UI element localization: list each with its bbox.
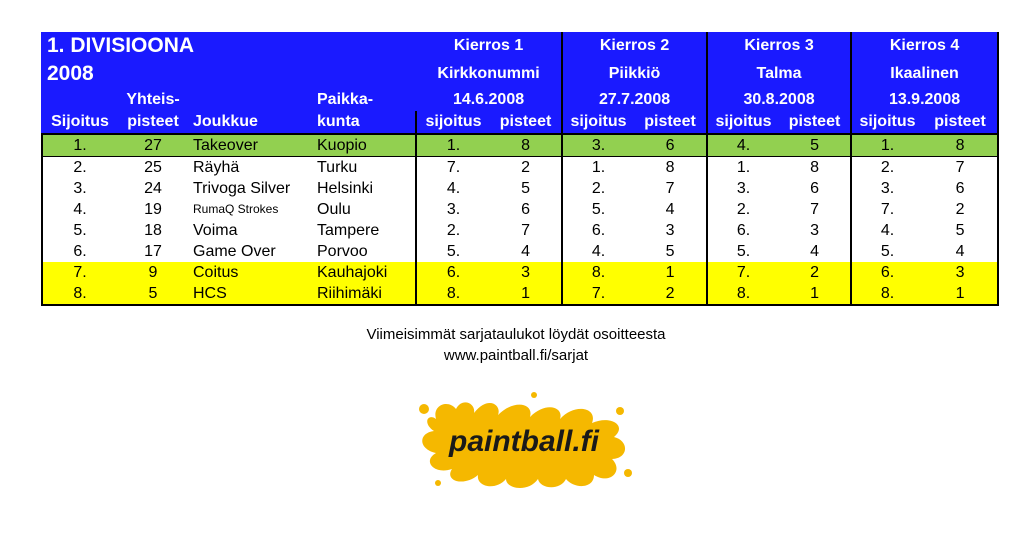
header-blank-2 [189,88,313,111]
round-1-points-cell: 8 [490,134,562,157]
rank-cell: 4. [42,199,117,220]
rank-cell: 7. [42,262,117,283]
round-4-points-cell: 4 [923,241,998,262]
round-1-rank-cell: 2. [416,220,490,241]
round-3-rank-cell: 2. [707,199,779,220]
header-row-2 [42,60,998,88]
total-points-cell: 9 [117,262,189,283]
round-2-points-cell: 2 [634,283,707,305]
city-cell: Porvoo [313,241,416,262]
table-row [42,283,998,305]
header-r3-sijoitus: sijoitus [707,111,779,134]
round-1-points-cell: 6 [490,199,562,220]
round-3-rank-cell: 3. [707,178,779,199]
round-3-points-cell: 8 [779,157,851,179]
round-1-rank-cell: 7. [416,157,490,179]
city-cell: Tampere [313,220,416,241]
total-points-cell: 17 [117,241,189,262]
header-row-3 [42,88,998,111]
team-cell: Game Over [189,241,313,262]
header-r4-sijoitus: sijoitus [851,111,923,134]
round-1-points-cell: 5 [490,178,562,199]
city-cell: Helsinki [313,178,416,199]
round-4-rank-cell: 7. [851,199,923,220]
city-cell: Riihimäki [313,283,416,305]
round-2-rank-cell: 5. [562,199,634,220]
table-row [42,220,998,241]
round-1-place: Kirkkonummi [416,60,562,88]
round-4-points-cell: 2 [923,199,998,220]
header-joukkue: Joukkue [189,111,313,134]
header-pisteet: pisteet [117,111,189,134]
round-2-rank-cell: 7. [562,283,634,305]
rank-cell: 5. [42,220,117,241]
round-3-rank-cell: 4. [707,134,779,157]
round-4-rank-cell: 3. [851,178,923,199]
round-2-place: Piikkiö [562,60,707,88]
city-cell: Kauhajoki [313,262,416,283]
round-1-points-cell: 1 [490,283,562,305]
round-4-rank-cell: 8. [851,283,923,305]
round-2-date: 27.7.2008 [562,88,707,111]
note-text: Viimeisimmät sarjataulukot löydät osoitteesta [366,326,666,343]
round-4-points-cell: 6 [923,178,998,199]
round-4-points-cell: 8 [923,134,998,157]
team-cell: Trivoga Silver [189,178,313,199]
round-3-rank-cell: 8. [707,283,779,305]
header-yhteis: Yhteis- [117,88,189,111]
round-1-rank-cell: 3. [416,199,490,220]
round-1-name: Kierros 1 [416,32,562,60]
round-3-points-cell: 1 [779,283,851,305]
round-3-points-cell: 5 [779,134,851,157]
city-cell: Kuopio [313,134,416,157]
round-4-rank-cell: 6. [851,262,923,283]
round-2-points-cell: 7 [634,178,707,199]
round-2-points-cell: 1 [634,262,707,283]
header-row-4 [42,111,998,134]
round-2-points-cell: 4 [634,199,707,220]
total-points-cell: 18 [117,220,189,241]
round-2-points-cell: 5 [634,241,707,262]
round-4-rank-cell: 1. [851,134,923,157]
round-4-rank-cell: 5. [851,241,923,262]
round-2-rank-cell: 8. [562,262,634,283]
header-r4-pisteet: pisteet [923,111,998,134]
round-3-rank-cell: 7. [707,262,779,283]
table-row [42,134,998,157]
header-blank [42,88,117,111]
rank-cell: 2. [42,157,117,179]
standings-body [42,134,998,305]
round-3-rank-cell: 5. [707,241,779,262]
note-url[interactable]: www.paintball.fi/sarjat [443,347,589,364]
round-3-name: Kierros 3 [707,32,851,60]
round-2-points-cell: 6 [634,134,707,157]
round-4-points-cell: 5 [923,220,998,241]
paintball-logo[interactable] [414,389,634,489]
round-3-rank-cell: 6. [707,220,779,241]
round-4-rank-cell: 2. [851,157,923,179]
round-4-points-cell: 7 [923,157,998,179]
round-3-date: 30.8.2008 [707,88,851,111]
round-4-points-cell: 3 [923,262,998,283]
round-1-points-cell: 3 [490,262,562,283]
round-2-points-cell: 8 [634,157,707,179]
total-points-cell: 25 [117,157,189,179]
team-cell: Räyhä [189,157,313,179]
team-cell: Voima [189,220,313,241]
team-cell: HCS [189,283,313,305]
table-row [42,241,998,262]
round-3-points-cell: 2 [779,262,851,283]
team-cell: Takeover [189,134,313,157]
rank-cell: 1. [42,134,117,157]
rank-cell: 6. [42,241,117,262]
round-3-points-cell: 3 [779,220,851,241]
standings-table [41,32,999,306]
round-1-date: 14.6.2008 [416,88,562,111]
round-4-place: Ikaalinen [851,60,998,88]
header-r1-pisteet: pisteet [490,111,562,134]
header-paikka: Paikka- [313,88,416,111]
table-row [42,262,998,283]
total-points-cell: 27 [117,134,189,157]
team-cell: RumaQ Strokes [189,199,313,220]
round-2-rank-cell: 6. [562,220,634,241]
division-title: 1. DIVISIOONA [42,32,416,60]
round-1-points-cell: 4 [490,241,562,262]
round-2-name: Kierros 2 [562,32,707,60]
total-points-cell: 24 [117,178,189,199]
team-cell: Coitus [189,262,313,283]
round-3-points-cell: 7 [779,199,851,220]
round-1-points-cell: 7 [490,220,562,241]
table-row [42,178,998,199]
round-4-points-cell: 1 [923,283,998,305]
footer-note [300,324,732,366]
season-year: 2008 [42,60,416,88]
city-cell: Turku [313,157,416,179]
header-r2-sijoitus: sijoitus [562,111,634,134]
round-2-rank-cell: 1. [562,157,634,179]
round-2-points-cell: 3 [634,220,707,241]
table-row [42,157,998,179]
round-4-rank-cell: 4. [851,220,923,241]
round-3-place: Talma [707,60,851,88]
total-points-cell: 5 [117,283,189,305]
round-2-rank-cell: 2. [562,178,634,199]
total-points-cell: 19 [117,199,189,220]
round-1-rank-cell: 5. [416,241,490,262]
round-3-rank-cell: 1. [707,157,779,179]
logo-text: paintball.fi [449,425,599,458]
round-2-rank-cell: 3. [562,134,634,157]
round-1-points-cell: 2 [490,157,562,179]
round-4-name: Kierros 4 [851,32,998,60]
round-1-rank-cell: 1. [416,134,490,157]
header-r1-sijoitus: sijoitus [416,111,490,134]
round-2-rank-cell: 4. [562,241,634,262]
round-3-points-cell: 4 [779,241,851,262]
round-3-points-cell: 6 [779,178,851,199]
table-row [42,199,998,220]
header-r2-pisteet: pisteet [634,111,707,134]
round-1-rank-cell: 6. [416,262,490,283]
round-1-rank-cell: 4. [416,178,490,199]
header-row-1 [42,32,998,60]
header-r3-pisteet: pisteet [779,111,851,134]
city-cell: Oulu [313,199,416,220]
header-kunta: kunta [313,111,416,134]
round-1-rank-cell: 8. [416,283,490,305]
round-4-date: 13.9.2008 [851,88,998,111]
rank-cell: 3. [42,178,117,199]
rank-cell: 8. [42,283,117,305]
header-sijoitus: Sijoitus [42,111,117,134]
